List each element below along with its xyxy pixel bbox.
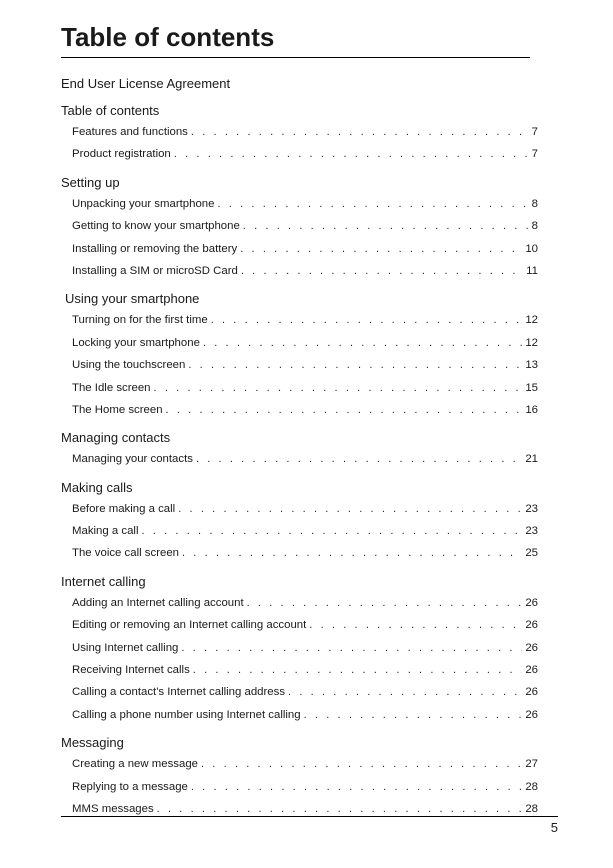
toc-entry[interactable] <box>61 592 538 614</box>
toc-section <box>61 74 538 94</box>
dot-leader <box>240 238 522 260</box>
toc-entry-label: Turning on for the first time <box>72 314 208 327</box>
dot-leader <box>174 143 529 165</box>
toc-section-title[interactable]: Using your smartphone <box>65 291 200 307</box>
toc-section-title[interactable]: Table of contents <box>61 103 160 118</box>
toc-entry-label: Making a call <box>72 525 139 538</box>
toc-section-title[interactable]: Messaging <box>61 735 124 751</box>
toc-section <box>61 478 538 565</box>
toc-entry-page: 21 <box>525 453 538 466</box>
toc-entry[interactable] <box>61 121 538 143</box>
toc-entry-label: Getting to know your smartphone <box>72 220 240 233</box>
dot-leader <box>193 659 523 681</box>
toc-entry-page: 16 <box>525 403 538 416</box>
toc-entry-page: 23 <box>525 502 538 515</box>
toc-entry[interactable] <box>61 498 538 520</box>
dot-leader <box>181 637 522 659</box>
toc-entry-page: 25 <box>525 547 538 560</box>
toc-entry-page: 26 <box>525 664 538 677</box>
toc-entry[interactable] <box>61 238 538 260</box>
toc-entry[interactable] <box>61 260 538 282</box>
dot-leader <box>196 448 522 470</box>
toc-entry[interactable] <box>61 776 538 798</box>
toc-entry-label: Before making a call <box>72 502 176 515</box>
toc-entry-label: Installing or removing the battery <box>72 242 238 255</box>
title-rule <box>61 57 530 58</box>
toc-entry[interactable] <box>61 193 538 215</box>
toc-entry-label: Adding an Internet calling account <box>72 596 244 609</box>
toc-entry[interactable] <box>61 377 538 399</box>
toc-section <box>61 428 538 470</box>
toc-entry-page: 28 <box>525 780 538 793</box>
toc-entry[interactable] <box>61 520 538 542</box>
toc-entry[interactable] <box>61 798 538 820</box>
dot-leader <box>201 753 522 775</box>
dot-leader <box>154 377 523 399</box>
toc-section-title[interactable]: End User License Agreement <box>61 76 231 91</box>
toc-entry-page: 27 <box>525 758 538 771</box>
dot-leader <box>166 399 523 421</box>
dot-leader <box>203 332 522 354</box>
toc-entry-page: 28 <box>525 802 538 815</box>
dot-leader <box>178 498 522 520</box>
dot-leader <box>304 704 523 726</box>
toc-entry[interactable] <box>61 614 538 636</box>
toc-entry-label: Managing your contacts <box>72 453 193 466</box>
toc-entry-label: Unpacking your smartphone <box>72 197 215 210</box>
toc-entry[interactable] <box>61 753 538 775</box>
toc-entry-label: Receiving Internet calls <box>72 664 190 677</box>
dot-leader <box>191 121 529 143</box>
toc-entry-page: 15 <box>525 381 538 394</box>
toc-entry-page: 23 <box>525 525 538 538</box>
toc-entry-label: Features and functions <box>72 126 188 138</box>
toc-entry-label: Editing or removing an Internet calling account <box>72 619 307 632</box>
dot-leader <box>141 520 522 542</box>
dot-leader <box>191 776 522 798</box>
toc-entry-label: Calling a phone number using Internet calling <box>72 708 301 721</box>
toc-section <box>61 289 538 421</box>
toc-entry-label: Using the touchscreen <box>72 359 186 372</box>
toc-section <box>61 101 538 166</box>
dot-leader <box>157 798 523 820</box>
toc-entry[interactable] <box>61 637 538 659</box>
toc-entry[interactable] <box>61 143 538 165</box>
dot-leader <box>241 260 523 282</box>
toc-entry-label: Using Internet calling <box>72 641 179 654</box>
toc-section-title[interactable]: Managing contacts <box>61 430 171 446</box>
dot-leader <box>243 215 529 237</box>
toc-entry-label: Locking your smartphone <box>72 336 200 349</box>
toc-entry-page: 26 <box>525 619 538 632</box>
page-title: Table of contents <box>61 22 275 52</box>
toc-entry-page: 26 <box>525 596 538 609</box>
toc-entry-page: 7 <box>531 126 538 138</box>
dot-leader <box>188 354 522 376</box>
toc-entry-page: 26 <box>525 641 538 654</box>
dot-leader <box>211 309 523 331</box>
page-number: 5 <box>550 820 558 835</box>
toc-section-title[interactable]: Making calls <box>61 479 133 495</box>
toc-entry-label: The Idle screen <box>72 381 151 394</box>
toc-entry-page: 13 <box>525 359 538 372</box>
toc-entry-page: 26 <box>525 708 538 721</box>
toc-entry-label: Product registration <box>72 148 171 161</box>
toc-entry[interactable] <box>61 448 538 470</box>
dot-leader <box>217 193 528 215</box>
toc-section-title[interactable]: Internet calling <box>61 573 146 589</box>
toc-entry[interactable] <box>61 681 538 703</box>
toc-section <box>61 733 538 820</box>
toc-entry-page: 12 <box>525 336 538 349</box>
toc-entry-page: 8 <box>531 220 538 233</box>
toc-entry[interactable] <box>61 309 538 331</box>
toc-entry-label: MMS messages <box>72 802 154 815</box>
toc-entry[interactable] <box>61 399 538 421</box>
toc-entry-label: The Home screen <box>72 403 163 416</box>
toc-entry[interactable] <box>61 354 538 376</box>
dot-leader <box>288 681 522 703</box>
dot-leader <box>182 542 522 564</box>
toc-section <box>61 572 538 726</box>
table-of-contents <box>61 74 538 820</box>
toc-entry-label: Installing a SIM or microSD Card <box>72 264 238 277</box>
toc-entry-label: Replying to a message <box>72 780 188 793</box>
dot-leader <box>247 592 523 614</box>
footer-rule <box>61 816 558 817</box>
toc-entry-page: 8 <box>531 197 538 210</box>
toc-entry[interactable] <box>61 332 538 354</box>
toc-entry-page: 7 <box>531 148 538 161</box>
toc-entry-page: 26 <box>525 686 538 699</box>
toc-entry-label: Calling a contact's Internet calling address <box>72 686 286 699</box>
toc-entry-label: Creating a new message <box>72 758 198 771</box>
toc-entry[interactable] <box>61 215 538 237</box>
toc-entry[interactable] <box>61 659 538 681</box>
toc-entry-page: 12 <box>525 314 538 327</box>
toc-entry[interactable] <box>61 542 538 564</box>
toc-entry-page: 11 <box>526 264 538 277</box>
toc-entry[interactable] <box>61 704 538 726</box>
toc-entry-page: 10 <box>525 242 538 255</box>
toc-section <box>61 173 538 283</box>
dot-leader <box>309 614 522 636</box>
toc-entry-label: The voice call screen <box>72 547 179 560</box>
toc-section-title[interactable]: Setting up <box>61 174 120 190</box>
